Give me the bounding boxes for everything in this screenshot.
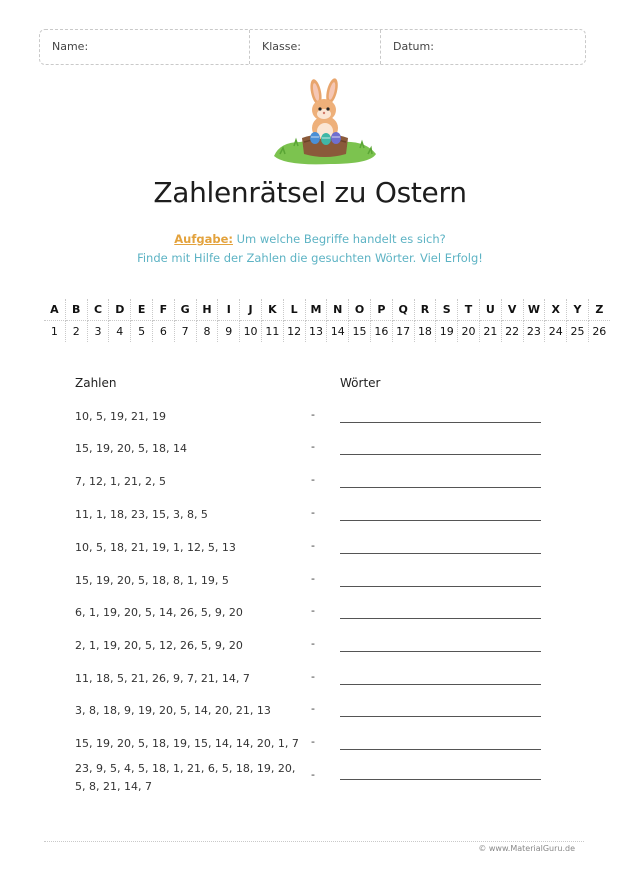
puzzle-dash: - [311, 604, 315, 617]
letter-cell: U [479, 299, 501, 321]
task-line-2: Finde mit Hilfe der Zahlen die gesuchten Wörter. Viel Erfolg! [137, 251, 483, 265]
number-cell: 19 [436, 321, 458, 343]
puzzle-dash: - [311, 440, 315, 453]
letter-cell: N [327, 299, 349, 321]
letter-cell: C [87, 299, 109, 321]
letter-cell: L [283, 299, 305, 321]
klasse-label: Klasse: [262, 40, 301, 53]
name-label: Name: [52, 40, 89, 53]
letter-cell: A [44, 299, 65, 321]
letter-cell: O [349, 299, 371, 321]
name-field[interactable] [40, 30, 249, 64]
datum-label: Datum: [393, 40, 434, 53]
letter-cell: X [545, 299, 567, 321]
puzzle-numbers: 3, 8, 18, 9, 19, 20, 5, 14, 20, 21, 13 [75, 704, 271, 717]
letters-row [44, 299, 610, 321]
puzzle-numbers: 11, 1, 18, 23, 15, 3, 8, 5 [75, 508, 208, 521]
number-cell: 23 [523, 321, 545, 343]
letter-cell: V [501, 299, 523, 321]
answer-line[interactable] [340, 716, 541, 717]
number-cell: 18 [414, 321, 436, 343]
number-cell: 9 [218, 321, 240, 343]
puzzle-dash: - [311, 539, 315, 552]
answer-line[interactable] [340, 553, 541, 554]
puzzle-numbers: 15, 19, 20, 5, 18, 19, 15, 14, 14, 20, 1, 7 [75, 737, 299, 750]
letter-cell: Q [392, 299, 414, 321]
numbers-row [44, 321, 610, 343]
puzzle-dash: - [311, 408, 315, 421]
footer-divider [44, 841, 584, 842]
answer-line[interactable] [340, 749, 541, 750]
number-cell: 22 [501, 321, 523, 343]
answer-line[interactable] [340, 454, 541, 455]
letter-cell: B [65, 299, 87, 321]
answer-line[interactable] [340, 651, 541, 652]
number-cell: 2 [65, 321, 87, 343]
number-cell: 11 [261, 321, 283, 343]
number-cell: 3 [87, 321, 109, 343]
number-cell: 12 [283, 321, 305, 343]
letter-cell: M [305, 299, 327, 321]
letter-cell: K [261, 299, 283, 321]
letter-cell: Z [588, 299, 609, 321]
task-line-1 [0, 230, 620, 249]
task-question: Um welche Begriffe handelt es sich? [232, 232, 446, 246]
letter-cell: E [131, 299, 153, 321]
number-cell: 15 [349, 321, 371, 343]
puzzle-numbers: 10, 5, 19, 21, 19 [75, 410, 166, 423]
number-cell: 21 [479, 321, 501, 343]
puzzle-dash: - [311, 670, 315, 683]
puzzle-dash: - [311, 572, 315, 585]
number-cell: 24 [545, 321, 567, 343]
number-cell: 7 [174, 321, 196, 343]
number-cell: 26 [592, 325, 607, 338]
puzzle-numbers: 6, 1, 19, 20, 5, 14, 26, 5, 9, 20 [75, 606, 243, 619]
letter-cell: P [370, 299, 392, 321]
datum-field[interactable] [380, 30, 585, 64]
puzzle-numbers: 7, 12, 1, 21, 2, 5 [75, 475, 166, 488]
number-cell: 20 [458, 321, 480, 343]
puzzle-numbers: 11, 18, 5, 21, 26, 9, 7, 21, 14, 7 [75, 672, 250, 685]
letter-cell: S [436, 299, 458, 321]
answer-line[interactable] [340, 487, 541, 488]
puzzle-numbers: 15, 19, 20, 5, 18, 14 [75, 442, 187, 455]
number-cell: 16 [370, 321, 392, 343]
puzzle-dash: - [311, 506, 315, 519]
alphabet-key-table [44, 299, 610, 342]
letter-cell: I [218, 299, 240, 321]
letter-cell: D [109, 299, 131, 321]
letter-cell: T [458, 299, 480, 321]
answer-line[interactable] [340, 779, 541, 780]
letter-cell: W [523, 299, 545, 321]
puzzle-dash: - [311, 768, 315, 781]
number-cell: 5 [131, 321, 153, 343]
answer-line[interactable] [340, 586, 541, 587]
number-cell: 8 [196, 321, 218, 343]
number-cell: 4 [109, 321, 131, 343]
puzzle-dash: - [311, 473, 315, 486]
letter-cell: J [240, 299, 262, 321]
puzzle-numbers: 2, 1, 19, 20, 5, 12, 26, 5, 9, 20 [75, 639, 243, 652]
answer-line[interactable] [340, 618, 541, 619]
puzzle-dash: - [311, 702, 315, 715]
letter-cell: Y [567, 299, 589, 321]
answer-line[interactable] [340, 422, 541, 423]
number-cell: 17 [392, 321, 414, 343]
header-box [39, 29, 586, 65]
number-cell: 13 [305, 321, 327, 343]
letter-cell: F [152, 299, 174, 321]
letter-cell: R [414, 299, 436, 321]
klasse-field[interactable] [249, 30, 380, 64]
puzzle-numbers: 23, 9, 5, 4, 5, 18, 1, 21, 6, 5, 18, 19, 20, 5, 8, 21, 14, 7 [75, 762, 296, 793]
letter-cell: G [174, 299, 196, 321]
number-cell: 6 [152, 321, 174, 343]
page-title: Zahlenrätsel zu Ostern [153, 176, 467, 209]
puzzle-dash: - [311, 637, 315, 650]
task-label: Aufgabe: [174, 232, 233, 246]
number-cell: 14 [327, 321, 349, 343]
answer-line[interactable] [340, 684, 541, 685]
copyright-text: © www.MaterialGuru.de [478, 844, 575, 853]
puzzle-dash: - [311, 735, 315, 748]
zahlen-header: Zahlen [75, 376, 117, 390]
number-cell: 1 [44, 321, 65, 343]
woerter-header: Wörter [340, 376, 381, 390]
puzzle-numbers: 15, 19, 20, 5, 18, 8, 1, 19, 5 [75, 574, 229, 587]
easter-bunny-illustration [270, 76, 380, 168]
task-instructions [0, 230, 620, 268]
letter-cell: H [196, 299, 218, 321]
answer-line[interactable] [340, 520, 541, 521]
number-cell: 25 [567, 321, 589, 343]
puzzle-numbers: 10, 5, 18, 21, 19, 1, 12, 5, 13 [75, 541, 236, 554]
number-cell: 10 [240, 321, 262, 343]
